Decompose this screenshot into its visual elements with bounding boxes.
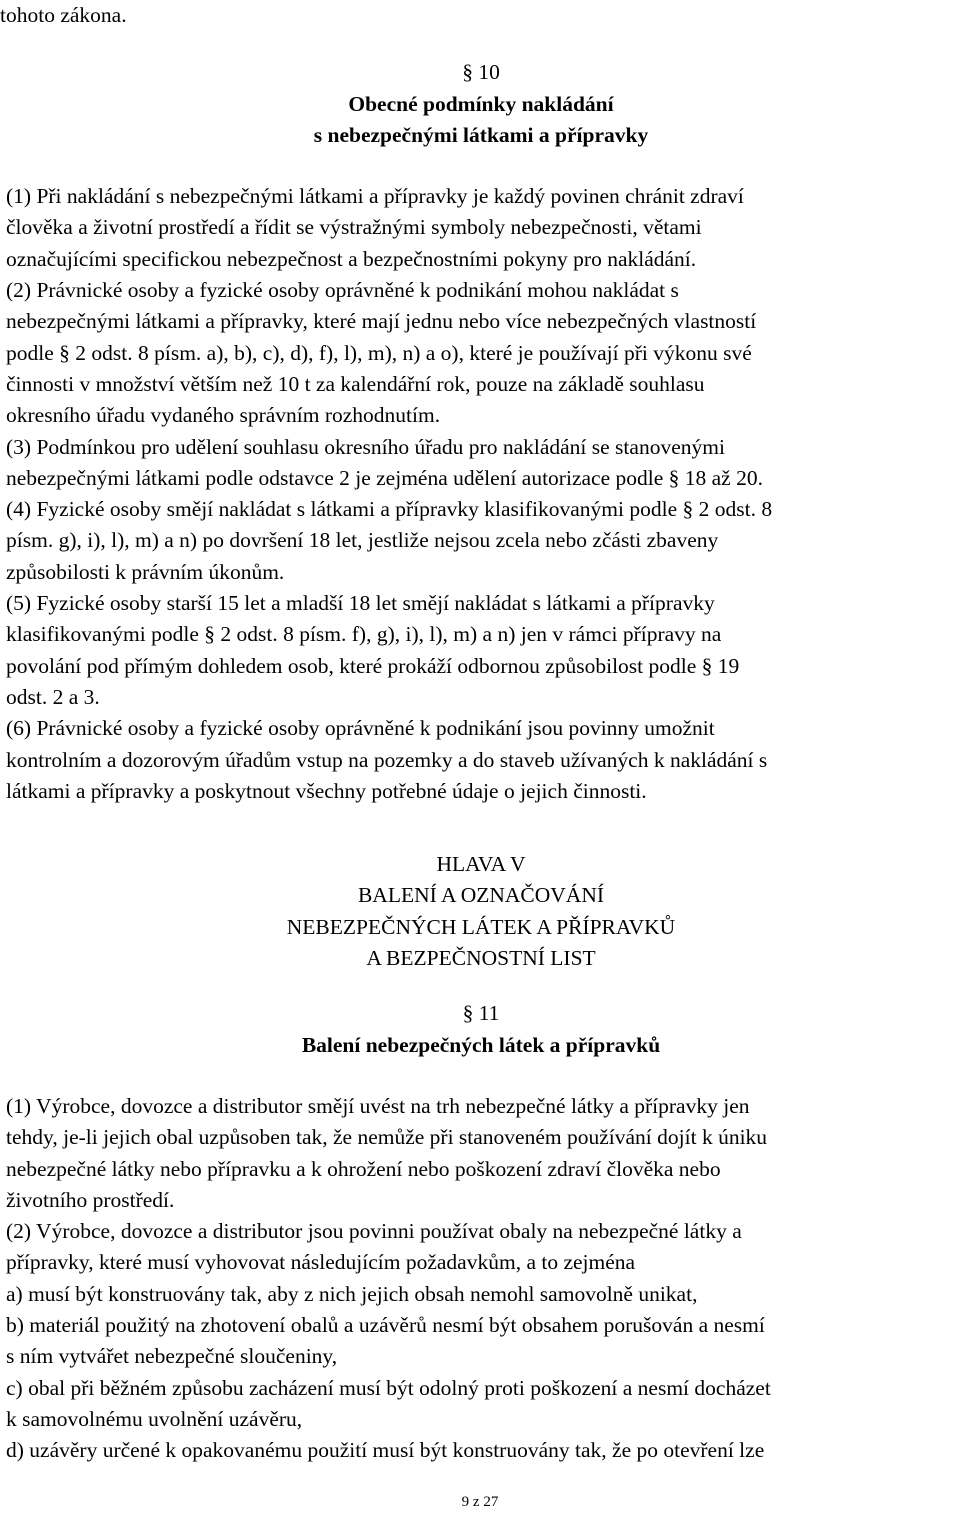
text-line: označujícími specifickou nebezpečnost a bezpečnostními pokyny pro nakládání. [6,246,697,271]
section-10-heading [6,57,956,151]
text-line: nebezpečnými látkami podle odstavce 2 je zejména udělení autorizace podle § 18 až 20. [6,465,763,490]
list-item-d: d) uzávěry určené k opakovanému použití musí být konstruovány tak, že po otevření lze [6,1438,765,1463]
text-line: způsobilosti k právním úkonům. [6,559,285,584]
paragraph-10-1 [6,181,956,275]
text-line: člověka a životní prostředí a řídit se výstražnými symboly nebezpečnosti, větami [6,215,702,240]
text-line: písm. g), i), l), m) a n) po dovršení 18 let, jestliže nejsou zcela nebo zčásti zbaveny [6,528,719,553]
list-item-b-cont: s ním vytvářet nebezpečné sloučeniny, [6,1344,338,1369]
chapter-title-line-2: NEBEZPEČNÝCH LÁTEK A PŘÍPRAVKŮ [286,914,676,939]
text-line: činnosti v množství větším než 10 t za kalendářní rok, pouze na základě souhlasu [6,371,705,396]
text-line: tehdy, je-li jejich obal uzpůsoben tak, že nemůže při stanoveném používání dojít k úniku [6,1125,768,1150]
section-11-heading [6,998,956,1061]
list-item-a: a) musí být konstruovány tak, aby z nich jejich obsah nemohl samovolně unikat, [6,1281,698,1306]
paragraph-11-2 [6,1216,956,1466]
paragraph-10-6 [6,713,956,807]
text-line: podle § 2 odst. 8 písm. a), b), c), d), f), l), m), n) a o), které je používají při výkonu své [6,340,752,365]
paragraph-10-3 [6,432,956,495]
text-line: nebezpečnými látkami a přípravky, které mají jednu nebo více nebezpečných vlastností [6,309,757,334]
text-line: (1) Výrobce, dovozce a distributor smějí uvést na trh nebezpečné látky a přípravky jen [6,1093,750,1118]
page-number: 9 z 27 [461,1494,499,1510]
section-10-number: § 10 [462,60,500,85]
chapter-title-line-1: BALENÍ A OZNAČOVÁNÍ [357,883,605,908]
top-fragment: tohoto zákona. [0,3,127,27]
list-item-b: b) materiál použitý na zhotovení obalů a uzávěrů nesmí být obsahem porušován a nesmí [6,1312,765,1337]
section-10-title-line-2: s nebezpečnými látkami a přípravky [313,122,649,147]
text-line: (4) Fyzické osoby smějí nakládat s látkami a přípravky klasifikovanými podle § 2 odst. 8 [6,497,773,522]
section-10-title-line-1: Obecné podmínky nakládání [348,91,614,116]
text-line: odst. 2 a 3. [6,684,100,709]
text-line: (6) Právnické osoby a fyzické osoby oprávněné k podnikání jsou povinny umožnit [6,716,715,741]
text-line: klasifikovanými podle § 2 odst. 8 písm. f), g), i), l), m) a n) jen v rámci přípravy na [6,622,722,647]
text-line: kontrolním a dozorovým úřadům vstup na pozemky a do staveb užívaných k nakládání s [6,747,768,772]
chapter-number: HLAVA V [436,852,526,877]
text-line: (3) Podmínkou pro udělení souhlasu okresního úřadu pro nakládání se stanovenými [6,434,725,459]
text-line: přípravky, které musí vyhovovat následujícím požadavkům, a to zejména [6,1250,636,1275]
text-line: povolání pod přímým dohledem osob, které prokáží odbornou způsobilost podle § 19 [6,653,740,678]
paragraph-10-2 [6,275,956,431]
section-11-number: § 11 [462,1001,500,1026]
text-line: (5) Fyzické osoby starší 15 let a mladší 18 let smějí nakládat s látkami a přípravky [6,591,715,616]
list-item-c-cont: k samovolnému uvolnění uzávěru, [6,1406,303,1431]
text-line: životního prostředí. [6,1187,175,1212]
paragraph-10-5 [6,588,956,713]
paragraph-10-4 [6,494,956,588]
section-11-body [6,1091,956,1467]
section-10-body [6,181,956,807]
text-line: látkami a přípravky a poskytnout všechny potřebné údaje o jejich činnosti. [6,778,647,803]
text-line: okresního úřadu vydaného správním rozhodnutím. [6,403,441,428]
list-item-c: c) obal při běžném způsobu zacházení musí být odolný proti poškození a nesmí docházet [6,1375,771,1400]
text-line: (1) Při nakládání s nebezpečnými látkami a přípravky je každý povinen chránit zdraví [6,184,744,209]
chapter-title-line-3: A BEZPEČNOSTNÍ LIST [366,946,596,971]
text-line: nebezpečné látky nebo přípravku a k ohrožení nebo poškození zdraví člověka nebo [6,1156,721,1181]
text-line: (2) Výrobce, dovozce a distributor jsou povinni používat obaly na nebezpečné látky a [6,1219,742,1244]
paragraph-11-1 [6,1091,956,1216]
chapter-heading [6,849,956,974]
text-line: (2) Právnické osoby a fyzické osoby oprávněné k podnikání mohou nakládat s [6,278,679,303]
section-11-title: Balení nebezpečných látek a přípravků [301,1032,661,1057]
